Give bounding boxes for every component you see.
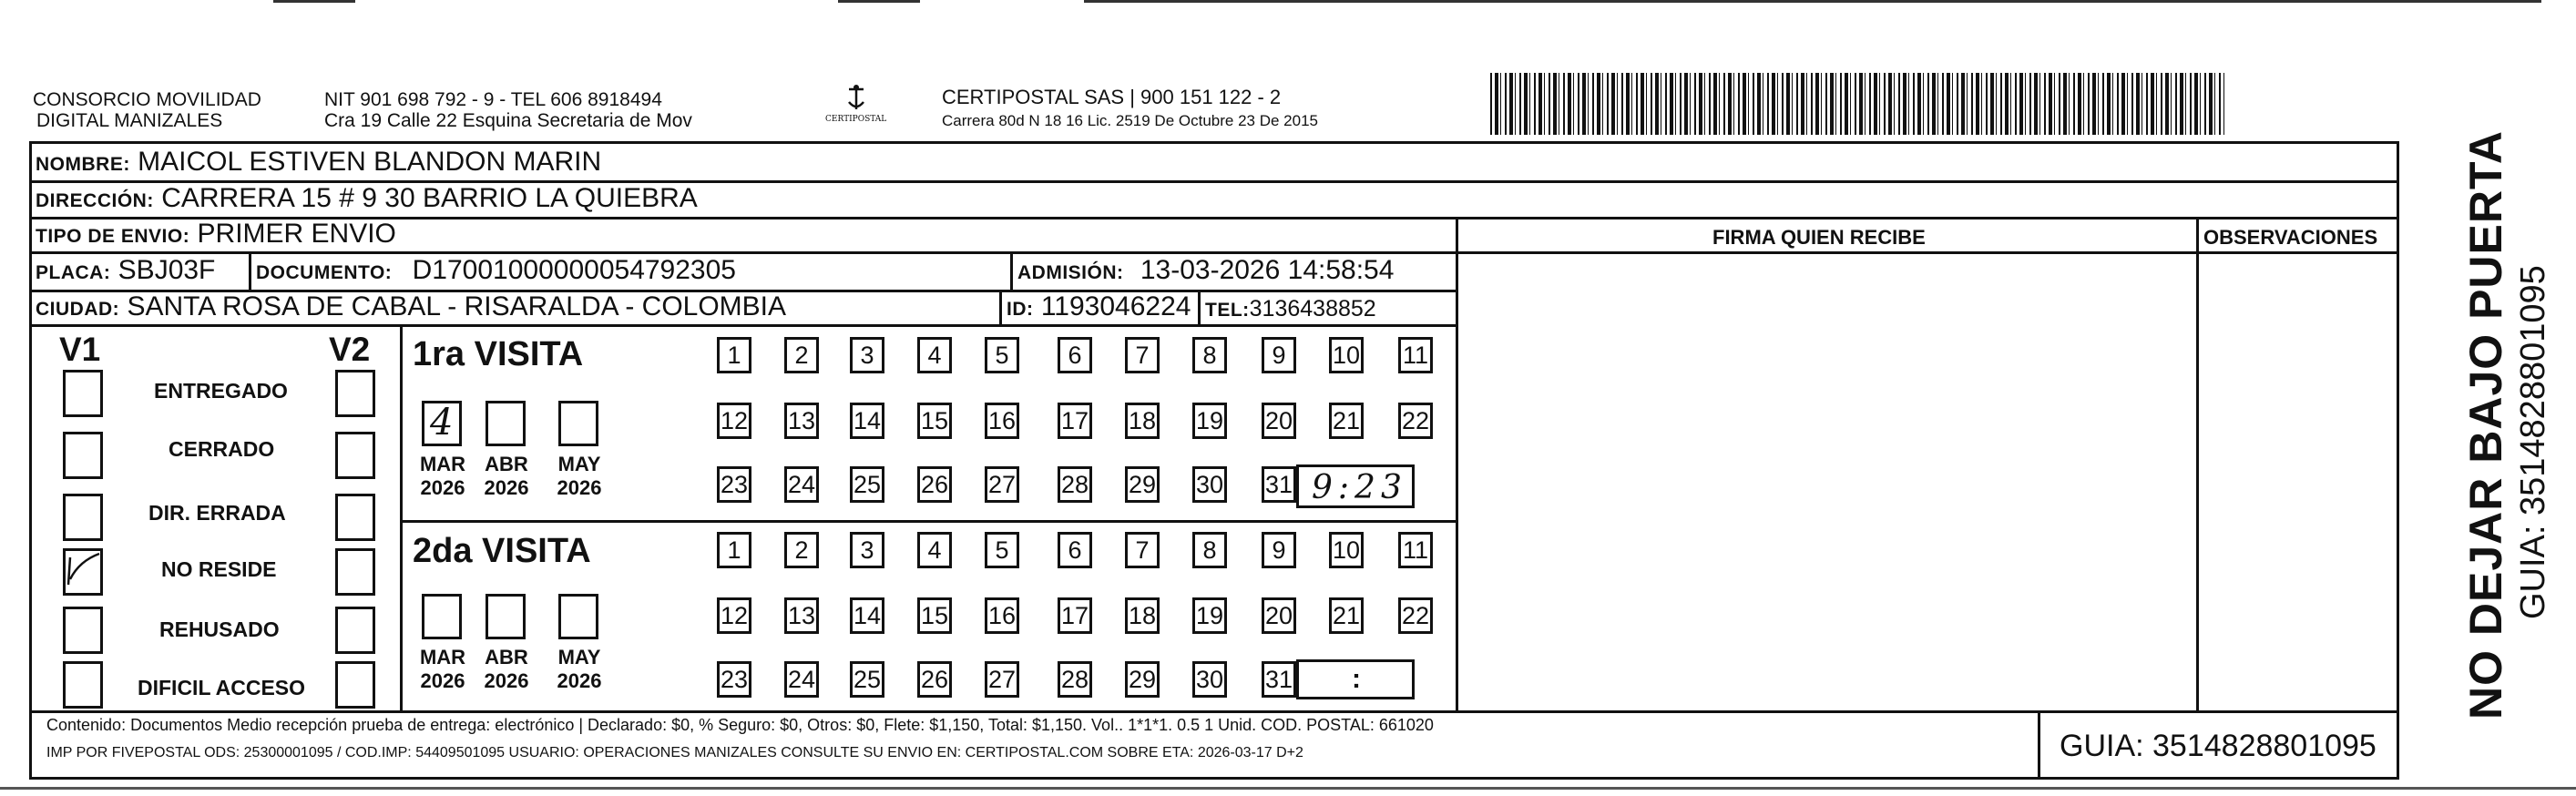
nombre-row <box>36 147 601 180</box>
second-visit-day-box[interactable]: 17 <box>1058 597 1092 634</box>
first-visit-day-box[interactable]: 15 <box>917 403 952 439</box>
v2-checkbox-dificil-acceso[interactable] <box>335 661 375 709</box>
company-line-2: DIGITAL MANIZALES <box>36 110 223 131</box>
first-visit-day-box[interactable]: 6 <box>1058 337 1092 373</box>
handwritten-time: 9:23 <box>1312 469 1407 506</box>
carrier-line-1: CERTIPOSTAL SAS | 900 151 122 - 2 <box>942 86 1282 108</box>
first-visit-day-box[interactable]: 2 <box>784 337 819 373</box>
admision-label: ADMISIÓN: <box>1017 262 1124 283</box>
second-visit-day-box[interactable]: 29 <box>1125 661 1160 698</box>
first-visit-day-box[interactable]: 5 <box>985 337 1019 373</box>
ciudad-label: CIUDAD: <box>36 299 120 320</box>
row-divider <box>32 710 2397 713</box>
admision-row <box>1017 255 1394 289</box>
second-year-label: 2026 <box>557 669 602 692</box>
logo-text: CERTIPOSTAL <box>825 115 887 124</box>
first-visit-day-box[interactable]: 28 <box>1058 466 1092 503</box>
second-visit-day-box[interactable]: 20 <box>1262 597 1296 634</box>
first-visit-day-box[interactable]: 31 <box>1262 466 1296 503</box>
second-visit-day-box[interactable]: 6 <box>1058 532 1092 568</box>
first-visit-day-box[interactable]: 23 <box>717 466 751 503</box>
second-visit-day-box[interactable]: 22 <box>1398 597 1433 634</box>
first-month-checkbox-mar[interactable] <box>422 401 462 446</box>
nit-line-1: NIT 901 698 792 - 9 - TEL 606 8918494 <box>324 89 662 110</box>
observaciones-header: OBSERVACIONES <box>2203 226 2378 249</box>
first-visit-day-box[interactable]: 12 <box>717 403 751 439</box>
status-label-dificil-acceso: DIFICIL ACCESO <box>138 676 306 699</box>
v2-header: V2 <box>329 331 371 368</box>
v1-checkbox-dir-errada[interactable] <box>63 494 103 541</box>
status-label-rehusado: REHUSADO <box>159 617 280 641</box>
footer-imp-line: IMP POR FIVEPOSTAL ODS: 25300001095 / COD.IMP: 54409501095 USUARIO: OPERACIONES MANIZALES CONSULTE SU ENVIO EN: CERTIPOSTAL.COM SOBRE ETA: 2026-03-17 D+2 <box>46 745 1303 760</box>
second-month-label-may: MAY <box>557 646 601 668</box>
first-visit-day-box[interactable]: 16 <box>985 403 1019 439</box>
v1-checkbox-dificil-acceso[interactable] <box>63 661 103 709</box>
first-visit-day-box[interactable]: 3 <box>850 337 884 373</box>
second-visit-day-box[interactable]: 4 <box>917 532 952 568</box>
v1-header: V1 <box>59 331 101 368</box>
second-visit-day-box[interactable]: 23 <box>717 661 751 698</box>
second-month-label-mar: MAR <box>419 646 466 668</box>
first-visit-day-box[interactable]: 20 <box>1262 403 1296 439</box>
status-label-entregado: ENTREGADO <box>154 379 288 403</box>
second-visit-day-box[interactable]: 10 <box>1329 532 1364 568</box>
first-visit-day-box[interactable]: 14 <box>850 403 884 439</box>
delivery-form <box>29 141 2399 780</box>
direccion-value: CARRERA 15 # 9 30 BARRIO LA QUIEBRA <box>161 183 698 213</box>
placa-label: PLACA: <box>36 262 111 283</box>
nombre-value: MAICOL ESTIVEN BLANDON MARIN <box>138 147 602 177</box>
carrier-line-2: Carrera 80d N 18 16 Lic. 2519 De Octubre 23 De 2015 <box>942 112 1318 129</box>
first-visit-day-box[interactable]: 19 <box>1192 403 1227 439</box>
first-visit-day-box[interactable]: 21 <box>1329 403 1364 439</box>
tipo-value: PRIMER ENVIO <box>197 219 396 249</box>
first-visit-day-box[interactable]: 27 <box>985 466 1019 503</box>
second-visit-title: 2da VISITA <box>413 532 591 570</box>
id-label: ID: <box>1007 299 1034 320</box>
placa-row <box>36 255 215 289</box>
second-visit-day-box[interactable]: 21 <box>1329 597 1364 634</box>
certipostal-logo <box>820 82 893 137</box>
placa-value: SBJ03F <box>118 255 216 285</box>
admision-value: 13-03-2026 14:58:54 <box>1140 255 1395 285</box>
second-visit-day-box[interactable]: 5 <box>985 532 1019 568</box>
second-visit-day-box[interactable]: 18 <box>1125 597 1160 634</box>
first-visit-day-box[interactable]: 4 <box>917 337 952 373</box>
second-visit-day-box[interactable]: 8 <box>1192 532 1227 568</box>
second-month-label-abr: ABR <box>485 646 528 668</box>
documento-row <box>256 255 736 289</box>
first-visit-day-box[interactable]: 10 <box>1329 337 1364 373</box>
first-visit-title: 1ra VISITA <box>413 335 584 373</box>
second-visit-day-box[interactable]: 7 <box>1125 532 1160 568</box>
bottom-rule <box>0 787 2576 790</box>
first-month-label-abr: ABR <box>485 453 528 475</box>
second-visit-day-box[interactable]: 11 <box>1398 532 1433 568</box>
status-label-dir-errada: DIR. ERRADA <box>148 501 286 525</box>
barcode <box>1490 73 2224 135</box>
documento-label: DOCUMENTO: <box>256 262 393 283</box>
side-guia: GUIA: 3514828801095 <box>2514 265 2552 619</box>
handwritten-month: 4 <box>430 402 454 444</box>
direccion-row <box>36 183 698 217</box>
col-divider <box>1010 251 1013 290</box>
first-visit-day-box[interactable]: 11 <box>1398 337 1433 373</box>
v2-checkbox-cerrado[interactable] <box>335 432 375 479</box>
status-label-cerrado: CERRADO <box>169 437 275 461</box>
v2-checkbox-entregado[interactable] <box>335 370 375 417</box>
nombre-label: NOMBRE: <box>36 154 130 175</box>
checkmark-icon <box>63 548 103 596</box>
first-visit-day-box[interactable]: 7 <box>1125 337 1160 373</box>
first-visit-day-box[interactable]: 29 <box>1125 466 1160 503</box>
first-year-label: 2026 <box>557 476 602 499</box>
v1-checkbox-entregado[interactable] <box>63 370 103 417</box>
footer-content-line: Contenido: Documentos Medio recepción prueba de entrega: electrónico | Declarado: $0, % Seguro: $0, Otros: $0, Flete: $1,150, Total: $1,150. Vol.. 1*1*1. 0.5 1 Unid. COD. POSTAL: 661020 <box>46 716 1434 734</box>
side-warning: NO DEJAR BAJO PUERTA <box>2460 130 2511 719</box>
v1-checkbox-no-reside[interactable] <box>63 548 103 596</box>
second-visit-day-box[interactable]: 19 <box>1192 597 1227 634</box>
first-visit-day-box[interactable]: 9 <box>1262 337 1296 373</box>
col-divider <box>249 251 251 290</box>
col-divider <box>2038 710 2040 780</box>
footer-guia: GUIA: 3514828801095 <box>2060 729 2377 763</box>
firma-header: FIRMA QUIEN RECIBE <box>1712 226 1926 249</box>
first-month-checkbox-may[interactable] <box>558 401 598 446</box>
first-visit-day-box[interactable]: 8 <box>1192 337 1227 373</box>
second-visit-day-box[interactable]: 31 <box>1262 661 1296 698</box>
first-visit-day-box[interactable]: 30 <box>1192 466 1227 503</box>
second-visit-day-box[interactable]: 12 <box>717 597 751 634</box>
top-rule <box>1084 0 2541 3</box>
second-visit-day-box[interactable]: 16 <box>985 597 1019 634</box>
first-visit-day-box[interactable]: 13 <box>784 403 819 439</box>
ciudad-row <box>36 291 786 325</box>
tipo-label: TIPO DE ENVIO: <box>36 226 190 247</box>
v2-checkbox-rehusado[interactable] <box>335 607 375 654</box>
second-visit-day-box[interactable]: 26 <box>917 661 952 698</box>
first-visit-day-box[interactable]: 26 <box>917 466 952 503</box>
visit-divider <box>400 520 1458 523</box>
direccion-label: DIRECCIÓN: <box>36 190 154 211</box>
tel-value: 3136438852 <box>1249 296 1376 321</box>
tipo-row <box>36 219 396 252</box>
tel-row <box>1205 293 1376 326</box>
second-visit-day-box[interactable]: 30 <box>1192 661 1227 698</box>
ciudad-value: SANTA ROSA DE CABAL - RISARALDA - COLOMBIA <box>127 291 787 321</box>
second-visit-day-box[interactable]: 3 <box>850 532 884 568</box>
col-divider <box>1456 217 1458 710</box>
second-visit-day-box[interactable]: 24 <box>784 661 819 698</box>
v2-checkbox-dir-errada[interactable] <box>335 494 375 541</box>
second-month-checkbox-abr[interactable] <box>486 594 526 639</box>
top-rule-short <box>838 0 920 3</box>
second-visit-day-box[interactable]: 15 <box>917 597 952 634</box>
second-visit-day-box[interactable]: 27 <box>985 661 1019 698</box>
first-visit-day-box[interactable]: 22 <box>1398 403 1433 439</box>
v1-checkbox-cerrado[interactable] <box>63 432 103 479</box>
first-visit-day-box[interactable]: 18 <box>1125 403 1160 439</box>
second-visit-day-box[interactable]: 25 <box>850 661 884 698</box>
col-divider <box>400 324 403 710</box>
nit-line-2: Cra 19 Calle 22 Esquina Secretaria de Mov <box>324 110 692 131</box>
second-month-checkbox-mar[interactable] <box>422 594 462 639</box>
company-line-1: CONSORCIO MOVILIDAD <box>33 89 261 110</box>
col-divider <box>1198 290 1201 324</box>
second-time-box[interactable] <box>1296 659 1415 699</box>
second-year-label: 2026 <box>420 669 465 692</box>
col-divider <box>999 290 1002 324</box>
id-value: 1193046224 <box>1040 291 1191 321</box>
second-month-checkbox-may[interactable] <box>558 594 598 639</box>
first-visit-day-box[interactable]: 1 <box>717 337 751 373</box>
documento-value: D17001000000054792305 <box>412 255 736 285</box>
status-label-no-reside: NO RESIDE <box>161 557 277 581</box>
tel-label: TEL: <box>1205 300 1250 321</box>
first-visit-day-box[interactable]: 24 <box>784 466 819 503</box>
first-month-checkbox-abr[interactable] <box>486 401 526 446</box>
first-month-label-may: MAY <box>557 453 601 475</box>
second-visit-day-box[interactable]: 13 <box>784 597 819 634</box>
time-placeholder: : <box>1352 664 1361 694</box>
second-visit-day-box[interactable]: 2 <box>784 532 819 568</box>
top-rule-short <box>273 0 355 3</box>
second-visit-day-box[interactable]: 9 <box>1262 532 1296 568</box>
v2-checkbox-no-reside[interactable] <box>335 548 375 596</box>
second-visit-day-box[interactable]: 28 <box>1058 661 1092 698</box>
first-month-label-mar: MAR <box>419 453 466 475</box>
first-year-label: 2026 <box>420 476 465 499</box>
col-divider <box>2196 217 2199 710</box>
first-time-box[interactable] <box>1296 464 1415 508</box>
first-year-label: 2026 <box>484 476 529 499</box>
second-visit-day-box[interactable]: 1 <box>717 532 751 568</box>
second-visit-day-box[interactable]: 14 <box>850 597 884 634</box>
first-visit-day-box[interactable]: 17 <box>1058 403 1092 439</box>
first-visit-day-box[interactable]: 25 <box>850 466 884 503</box>
v1-checkbox-rehusado[interactable] <box>63 607 103 654</box>
id-row <box>1007 291 1191 325</box>
second-year-label: 2026 <box>484 669 529 692</box>
